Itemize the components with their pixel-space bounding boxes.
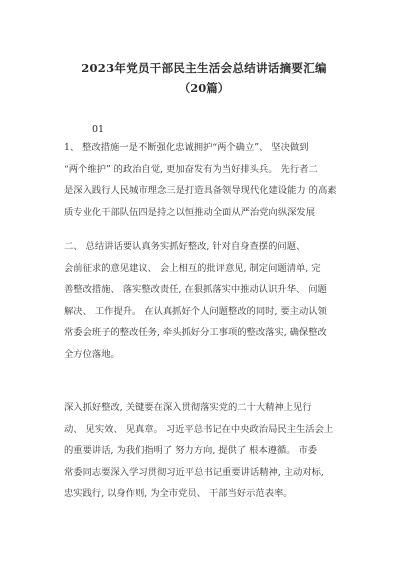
paragraph-line: 解决、 工作提升。 在认真抓好个人问题整改的同时, 要主动认领 bbox=[64, 305, 327, 317]
paragraph-line: 质专业化干部队伍四是持之以恒推动全面从严治党向纵深发展 bbox=[64, 206, 316, 218]
paragraph-line: 常委同志要深入学习贯彻习近平总书记重要讲话精神, 主动对标, bbox=[64, 466, 324, 478]
paragraph-line: “两个维护” 的政治自觉, 更加奋发有为当好排头兵。 先行者二 bbox=[64, 163, 318, 175]
paragraph-line: 善整改措施、 落实整改责任, 在狠抓落实中推动认识升华、 问题 bbox=[64, 284, 327, 295]
section-number: 01 bbox=[92, 124, 105, 135]
paragraph-line: 二、 总结讲话要认真务实抓好整改, 针对自身查摆的问题、 bbox=[64, 241, 306, 252]
paragraph-line: 深入抓好整改, 关键要在深入贯彻落实党的二十大精神上见行 bbox=[64, 402, 312, 413]
paragraph-line: 常委会班子的整改任务, 牵头抓好分工事项的整改落实, 确保整改 bbox=[64, 327, 327, 338]
paragraph-line: 会前征求的意见建议、 会上相互的批评意见, 制定问题清单, 完 bbox=[64, 262, 321, 274]
paragraph-summary-speech bbox=[64, 236, 354, 365]
document-subtitle: （20篇） bbox=[178, 81, 230, 95]
paragraph-line: 全方位落地。 bbox=[64, 348, 120, 360]
document-title: 2023年党员干部民主生活会总结讲话摘要汇编 bbox=[81, 61, 327, 75]
paragraph-line: 是深入践行人民城市理念三是打造具备领导现代化建设能力 的高素 bbox=[64, 185, 337, 196]
paragraph-deepen-rectification bbox=[64, 397, 354, 505]
paragraph-line: 1、 整改措施一是不断强化忠诚拥护“两个确立”、 坚决做到 bbox=[64, 142, 309, 153]
paragraph-line: 动、 见实效、 见真章。 习近平总书记在中央政治局民主生活会上 bbox=[64, 423, 334, 435]
paragraph-line: 的重要讲话, 为我们指明了 努力方向, 提供了 根本遵循。 市委 bbox=[64, 445, 318, 456]
paragraph-line: 忠实践行, 以身作则, 为全市党员、 干部当好示范表率。 bbox=[64, 488, 293, 499]
paragraph-rectification-measures bbox=[64, 137, 354, 223]
